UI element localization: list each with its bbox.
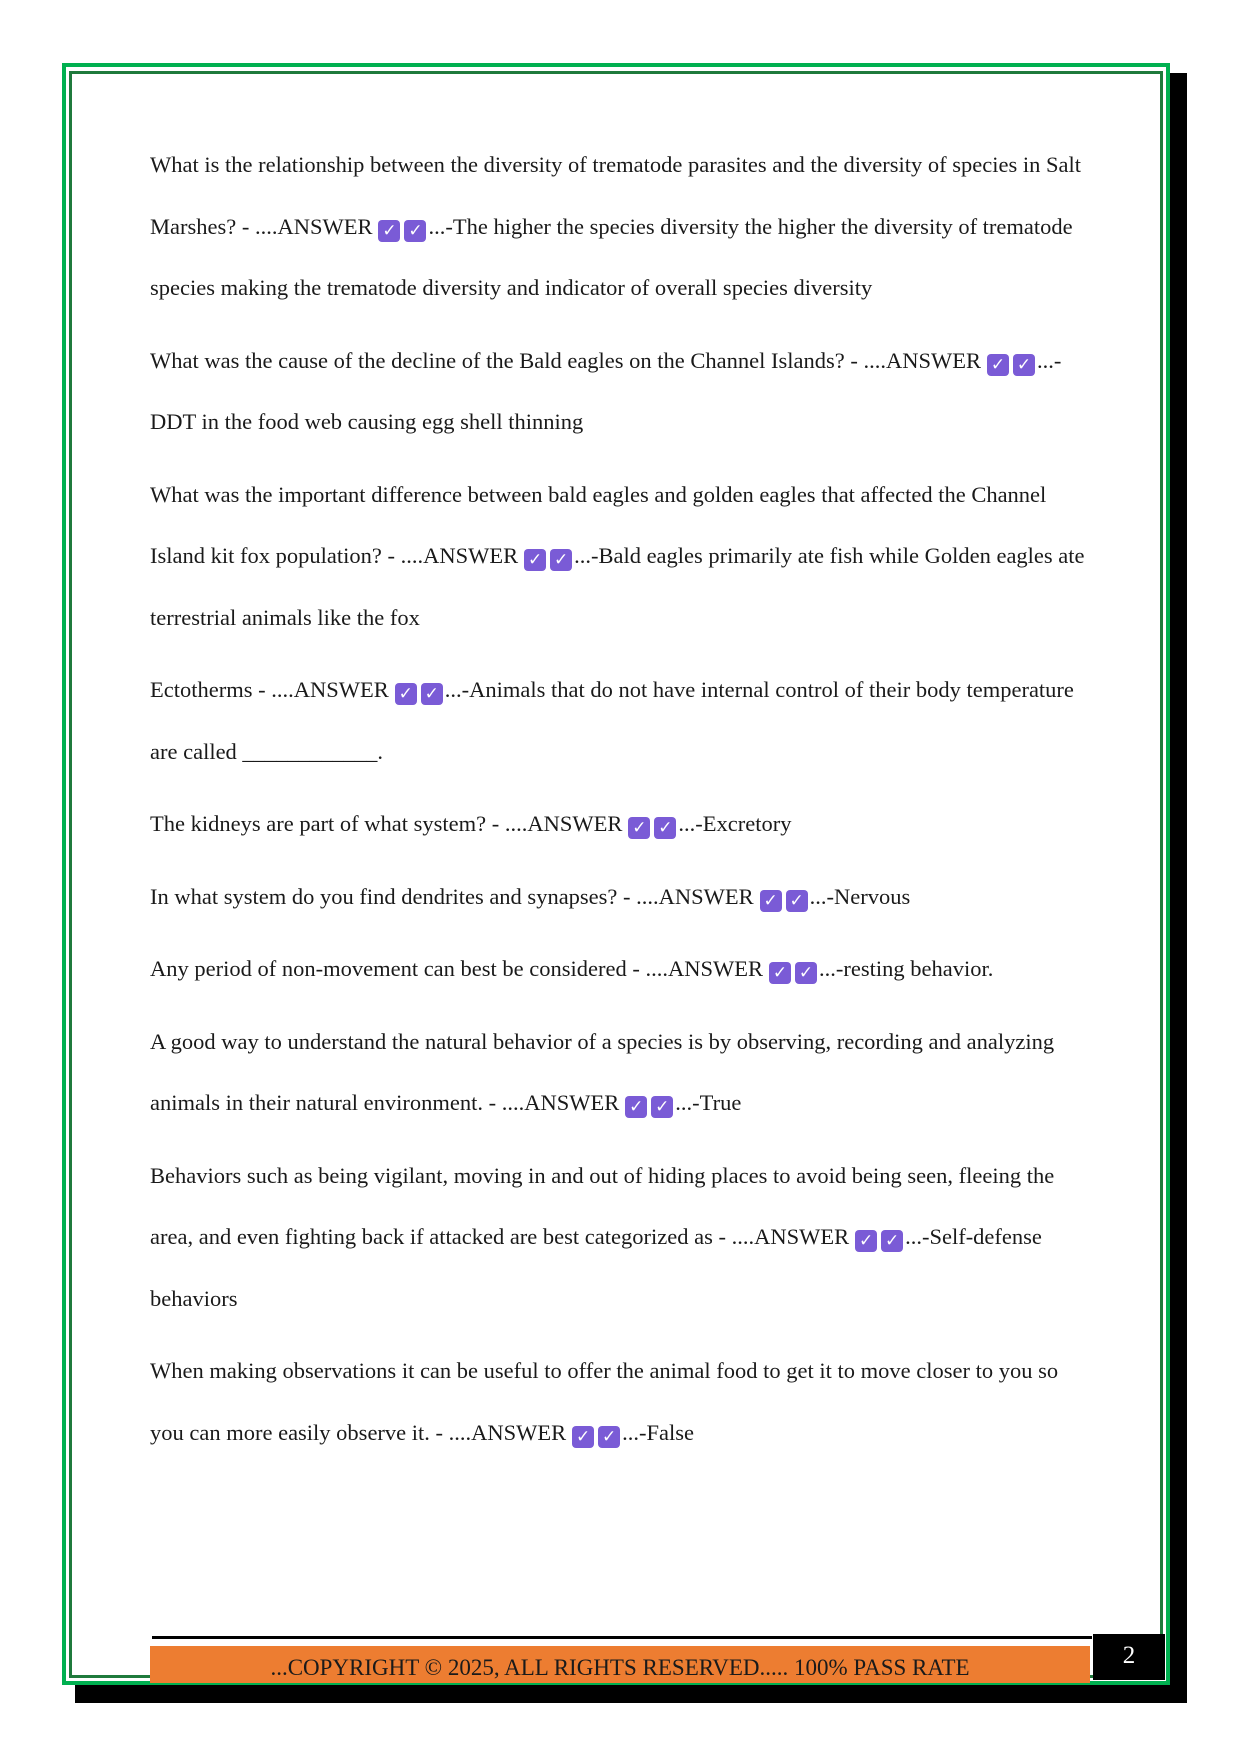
qa-item [150, 1145, 1090, 1330]
qa-item [150, 659, 1090, 782]
check-box-icon: ✓ [598, 1426, 620, 1448]
check-box-icon: ✓ [628, 817, 650, 839]
qa-item [150, 134, 1090, 319]
check-box-icon: ✓ [421, 683, 443, 705]
question-text: What is the relationship between the diversity of trematode parasites and the diversity of species in Salt Marshes? - ....ANSWER [150, 152, 1081, 239]
question-text: A good way to understand the natural behavior of a species is by observing, recording and analyzing animals in their natural environment. - ....ANSWER [150, 1028, 1055, 1115]
check-box-icon: ✓ [625, 1096, 647, 1118]
qa-item [150, 793, 1090, 855]
qa-item [150, 866, 1090, 928]
question-text: Behaviors such as being vigilant, moving in and out of hiding places to avoid being seen, fleeing the area, and even fighting back if attacked are best categorized as - ....ANSWER [150, 1162, 1055, 1249]
check-box-icon: ✓ [795, 962, 817, 984]
question-text: What was the cause of the decline of the Bald eagles on the Channel Islands? - ....ANSWER [150, 347, 981, 373]
check-box-icon: ✓ [378, 220, 400, 242]
check-box-icon: ✓ [651, 1096, 673, 1118]
check-box-icon: ✓ [395, 683, 417, 705]
question-text: In what system do you find dendrites and synapses? - ....ANSWER [150, 883, 754, 909]
answer-text: ...-Excretory [678, 811, 792, 836]
answer-text: ...-The higher the species diversity the higher the diversity of trematode species making the trematode diversity and indicator of overall species diversity [150, 213, 1073, 300]
qa-item [150, 938, 1090, 1000]
answer-text: ...-Bald eagles primarily ate fish while Golden eagles ate terrestrial animals like the fox [150, 543, 1085, 630]
check-box-icon: ✓ [572, 1426, 594, 1448]
answer-text: ...-Animals that do not have internal control of their body temperature are called ____________. [150, 677, 1074, 764]
footer-divider [152, 1636, 1092, 1639]
answer-text: ...-DDT in the food web causing egg shell thinning [150, 347, 1062, 434]
answer-text: ...-True [675, 1090, 742, 1115]
answer-text: ...-Nervous [809, 883, 911, 909]
qa-item [150, 1340, 1090, 1463]
check-box-icon: ✓ [404, 220, 426, 242]
question-text: Any period of non-movement can best be considered - ....ANSWER [150, 956, 763, 981]
check-box-icon: ✓ [881, 1230, 903, 1252]
check-box-icon: ✓ [1013, 354, 1035, 376]
check-box-icon: ✓ [769, 962, 791, 984]
footer-copyright: ...COPYRIGHT © 2025, ALL RIGHTS RESERVED..... 100% PASS RATE [150, 1646, 1090, 1683]
check-box-icon: ✓ [654, 817, 676, 839]
document-body [150, 134, 1090, 1474]
check-box-icon: ✓ [550, 549, 572, 571]
question-text: When making observations it can be useful to offer the animal food to get it to move closer to you so you can more easily observe it. - ....ANSWER [150, 1358, 1059, 1445]
question-text: Ectotherms - ....ANSWER [150, 677, 389, 702]
answer-text: ...-Self-defense behaviors [150, 1224, 1042, 1311]
answer-text: ...-False [622, 1419, 695, 1445]
qa-item [150, 330, 1090, 453]
check-box-icon: ✓ [987, 354, 1009, 376]
qa-item [150, 464, 1090, 649]
qa-item [150, 1011, 1090, 1134]
check-box-icon: ✓ [786, 890, 808, 912]
check-box-icon: ✓ [760, 890, 782, 912]
answer-text: ...-resting behavior. [818, 956, 994, 981]
page-number: 2 [1093, 1634, 1165, 1680]
check-box-icon: ✓ [855, 1230, 877, 1252]
check-box-icon: ✓ [524, 549, 546, 571]
question-text: The kidneys are part of what system? - ....ANSWER [150, 811, 623, 836]
question-text: What was the important difference between bald eagles and golden eagles that affected the Channel Island kit fox population? - ....ANSWER [150, 481, 1047, 568]
